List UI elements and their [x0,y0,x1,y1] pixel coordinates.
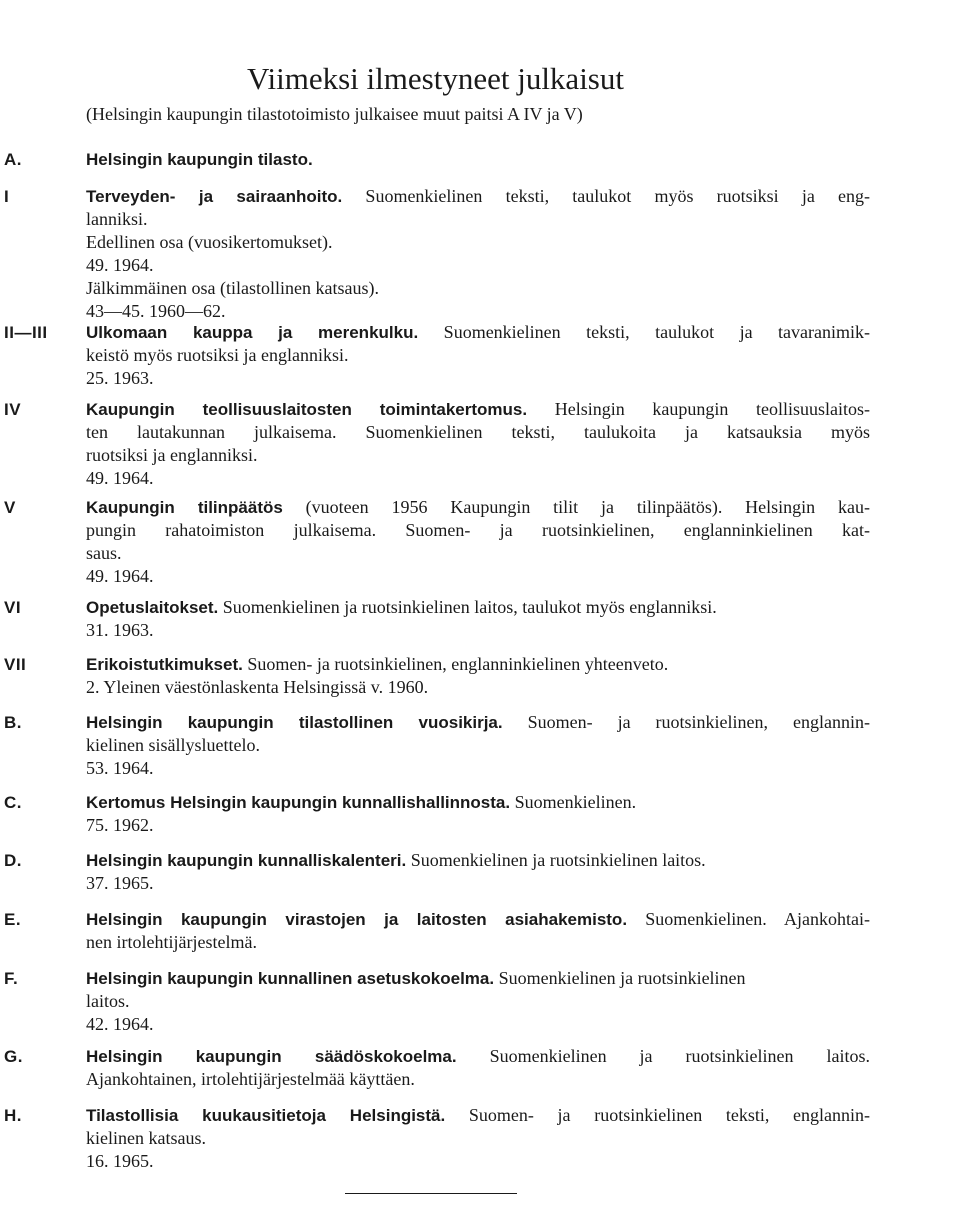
entry-heading: Helsingin kaupungin säädöskokoelma. [86,1047,457,1066]
entry-description: 49. 1964. [86,255,154,275]
entry-description: Helsingin kaupungin teollisuuslaitos- [527,399,870,419]
entry-text [86,185,870,323]
series-marker: I [4,187,10,206]
series-marker: A. [4,150,22,169]
entry-description: 31. 1963. [86,620,154,640]
entry-heading: Kaupungin tilinpäätös [86,498,283,517]
entry-text [86,321,870,390]
entry-description: Suomenkielinen ja ruotsinkielinen [494,968,746,988]
entry-text [86,711,870,780]
entry-line [86,1150,870,1173]
entry-text [86,596,870,642]
entry-description: kielinen sisällysluettelo. [86,735,260,755]
entry-line [86,208,870,231]
entry-description: pungin rahatoimiston julkaisema. Suomen- ja ruotsinkielinen, englanninkielinen kat- [86,520,870,540]
entry-text [86,849,870,895]
entry-line [86,1013,870,1036]
entry-description: 53. 1964. [86,758,154,778]
entry-description: 25. 1963. [86,368,154,388]
entry-description: 49. 1964. [86,468,154,488]
entry-description: 2. Yleinen väestönlaskenta Helsingissä v. 1960. [86,677,429,697]
entry-line [86,542,870,565]
entry-line [86,872,870,895]
entry-line [86,421,870,444]
entry-line [86,596,870,619]
entry-line [86,967,870,990]
entry-description: kielinen katsaus. [86,1128,206,1148]
entry-heading: Terveyden- ja sairaanhoito. [86,187,343,206]
entry-description: Ajankohtainen, irtolehtijärjestelmää käyttäen. [86,1069,415,1089]
series-marker: E. [4,910,22,929]
series-marker: VI [4,598,22,617]
entry-description: Suomenkielinen. [510,792,637,812]
entry-line [86,321,870,344]
entry-description: Suomenkielinen ja ruotsinkielinen laitos. [406,850,706,870]
entry-heading: Ulkomaan kauppa ja merenkulku. [86,323,419,342]
entry-line [86,814,870,837]
series-marker: V [4,498,16,517]
entry-line [86,300,870,323]
entry-line [86,990,870,1013]
entry-line [86,367,870,390]
entry-description: Suomen- ja ruotsinkielinen, englannin- [502,712,870,732]
entry-heading: Helsingin kaupungin kunnallinen asetuskokoelma. [86,969,495,988]
entry-text [86,398,870,490]
entry-description: Suomen- ja ruotsinkielinen, englanninkielinen yhteenveto. [242,654,669,674]
entry-line [86,1104,870,1127]
entry-heading: Helsingin kaupungin tilastollinen vuosikirja. [86,713,503,732]
entry-line [86,619,870,642]
entry-line [86,1127,870,1150]
entry-line [86,757,870,780]
entry-line [86,344,870,367]
entry-description: (vuoteen 1956 Kaupungin tilit ja tilinpäätös). Helsingin kau- [282,497,870,517]
entry-line [86,1068,870,1091]
entry-line [86,908,870,931]
entry-description: Suomen- ja ruotsinkielinen teksti, englannin- [445,1105,870,1125]
entry-description: Suomenkielinen. Ajankohtai- [627,909,870,929]
entry-heading: Opetuslaitokset. [86,598,219,617]
entry-line [86,791,870,814]
series-marker: H. [4,1106,22,1125]
entry-line [86,398,870,421]
entry-line [86,496,870,519]
page-subtitle: (Helsingin kaupungin tilastotoimisto julkaisee muut paitsi A IV ja V) [86,104,583,124]
entry-heading: Kaupungin teollisuuslaitosten toimintakertomus. [86,400,528,419]
entry-heading: Helsingin kaupungin virastojen ja laitosten asiahakemisto. [86,910,628,929]
entry-text [86,967,870,1036]
entry-line [86,1045,870,1068]
entry-text [86,791,870,837]
entry-description: saus. [86,543,122,563]
entry-description: 43—45. 1960—62. [86,301,226,321]
entry-line [86,734,870,757]
series-marker: D. [4,851,22,870]
entry-description: ruotsiksi ja englanniksi. [86,445,258,465]
entry-text [86,1104,870,1173]
entry-line [86,931,870,954]
entry-line [86,444,870,467]
entry-description: 42. 1964. [86,1014,154,1034]
entry-line [86,277,870,300]
entry-description: Suomenkielinen ja ruotsinkielinen laitos, taulukot myös englanniksi. [218,597,717,617]
entry-line [86,254,870,277]
entry-description: Suomenkielinen teksti, taulukot ja tavaranimik- [418,322,871,342]
entry-line [86,676,870,699]
series-marker: II—III [4,323,48,342]
entry-line [86,519,870,542]
entry-text [86,496,870,588]
entry-description: 16. 1965. [86,1151,154,1171]
entry-description: keistö myös ruotsiksi ja englanniksi. [86,345,349,365]
series-marker: F. [4,969,19,988]
entry-description: Jälkimmäinen osa (tilastollinen katsaus). [86,278,379,298]
entry-description: nen irtolehtijärjestelmä. [86,932,257,952]
entry-text [86,1045,870,1091]
entry-line [86,467,870,490]
series-marker: VII [4,655,27,674]
page-title: Viimeksi ilmestyneet julkaisut [247,60,624,96]
entry-line [86,185,870,208]
entry-heading: Helsingin kaupungin tilasto. [86,150,313,169]
footer-divider [345,1193,517,1194]
entry-line [86,653,870,676]
entry-description: 75. 1962. [86,815,154,835]
entry-description: Suomenkielinen teksti, taulukot myös ruotsiksi ja eng- [342,186,870,206]
entry-line [86,148,870,171]
entry-heading: Kertomus Helsingin kaupungin kunnallishallinnosta. [86,793,511,812]
entry-line [86,711,870,734]
entry-text [86,908,870,954]
entry-description: ten lautakunnan julkaisema. Suomenkielinen teksti, taulukoita ja katsauksia myös [86,422,870,442]
entry-description: Edellinen osa (vuosikertomukset). [86,232,333,252]
entry-description: Suomenkielinen ja ruotsinkielinen laitos. [456,1046,870,1066]
entry-line [86,231,870,254]
entry-description: 37. 1965. [86,873,154,893]
entry-heading: Erikoistutkimukset. [86,655,243,674]
entry-description: lanniksi. [86,209,148,229]
entry-heading: Helsingin kaupungin kunnalliskalenteri. [86,851,407,870]
entry-text [86,653,870,699]
entry-line [86,565,870,588]
entry-heading: Tilastollisia kuukausitietoja Helsingistä. [86,1106,446,1125]
series-marker: G. [4,1047,23,1066]
series-marker: C. [4,793,22,812]
series-marker: IV [4,400,22,419]
entry-text [86,148,870,171]
entry-description: laitos. [86,991,130,1011]
entry-line [86,849,870,872]
series-marker: B. [4,713,22,732]
entry-description: 49. 1964. [86,566,154,586]
